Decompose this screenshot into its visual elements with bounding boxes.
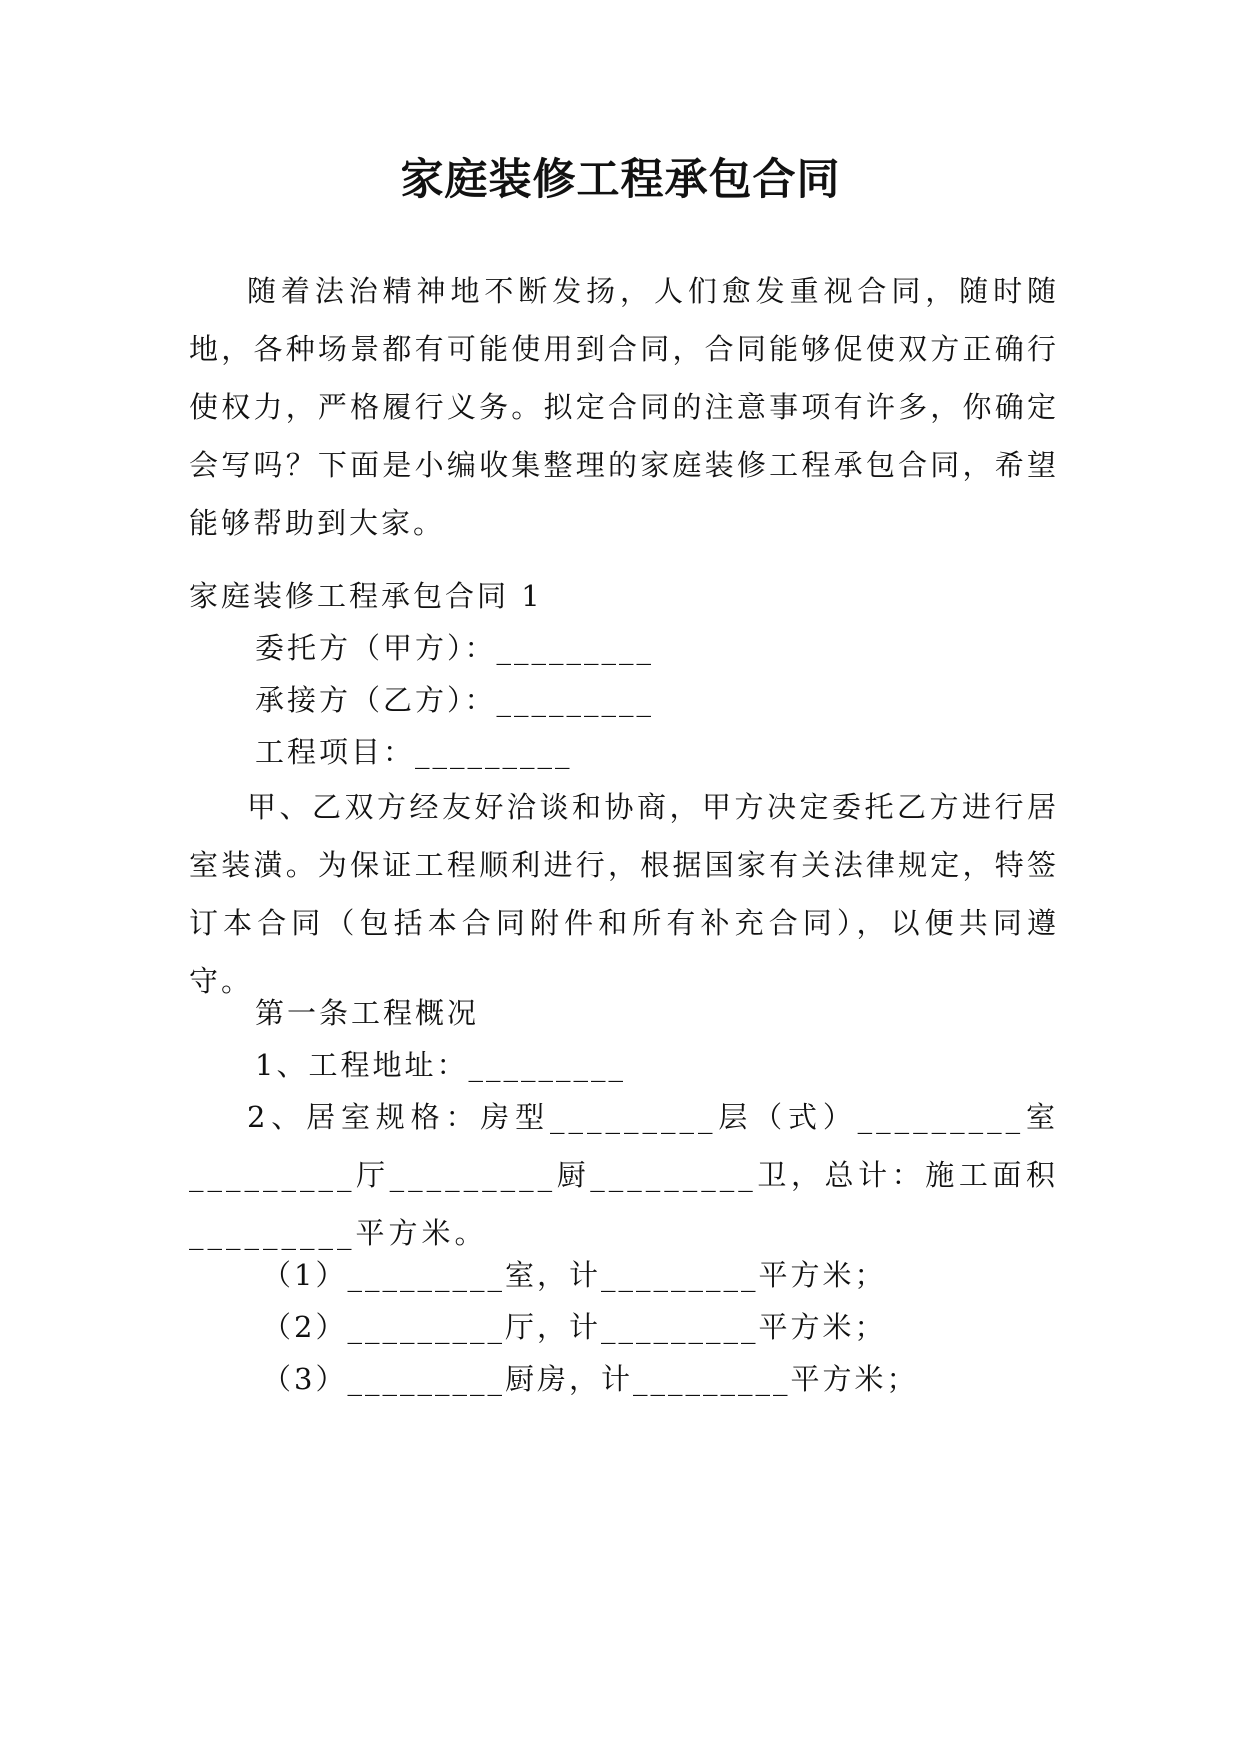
sub-item-1: （1）_________室，计_________平方米；	[262, 1258, 887, 1292]
party-a-line: 委托方（甲方）：_________	[255, 631, 655, 665]
sub-item-3: （3）_________厨房，计_________平方米；	[262, 1362, 919, 1396]
intro-paragraph: 随着法治精神地不断发扬，人们愈发重视合同，随时随地，各种场景都有可能使用到合同，合同能够促使双方正确行使权力，严格履行义务。拟定合同的注意事项有许多，你确定会写吗？下面是小编收集整理的家庭装修工程承包合同，希望能够帮助到大家。	[189, 274, 1059, 540]
document-title: 家庭装修工程承包合同	[400, 155, 841, 205]
section-heading: 家庭装修工程承包合同 1	[189, 579, 543, 613]
project-line: 工程项目：_________	[255, 735, 573, 769]
item-1-address: 1、工程地址：_________	[255, 1048, 626, 1082]
party-b-line: 承接方（乙方）：_________	[255, 683, 655, 717]
sub-item-2: （2）_________厅，计_________平方米；	[262, 1310, 887, 1344]
item-2-room-spec: 2、居室规格：房型_________层（式）_________室_________厅_________厨_________卫，总计：施工面积_________平方米。	[189, 1100, 1059, 1250]
article-1-heading: 第一条工程概况	[255, 996, 480, 1030]
agreement-paragraph: 甲、乙双方经友好洽谈和协商，甲方决定委托乙方进行居室装潢。为保证工程顺利进行，根据国家有关法律规定，特签订本合同（包括本合同附件和所有补充合同），以便共同遵守。	[189, 790, 1059, 998]
